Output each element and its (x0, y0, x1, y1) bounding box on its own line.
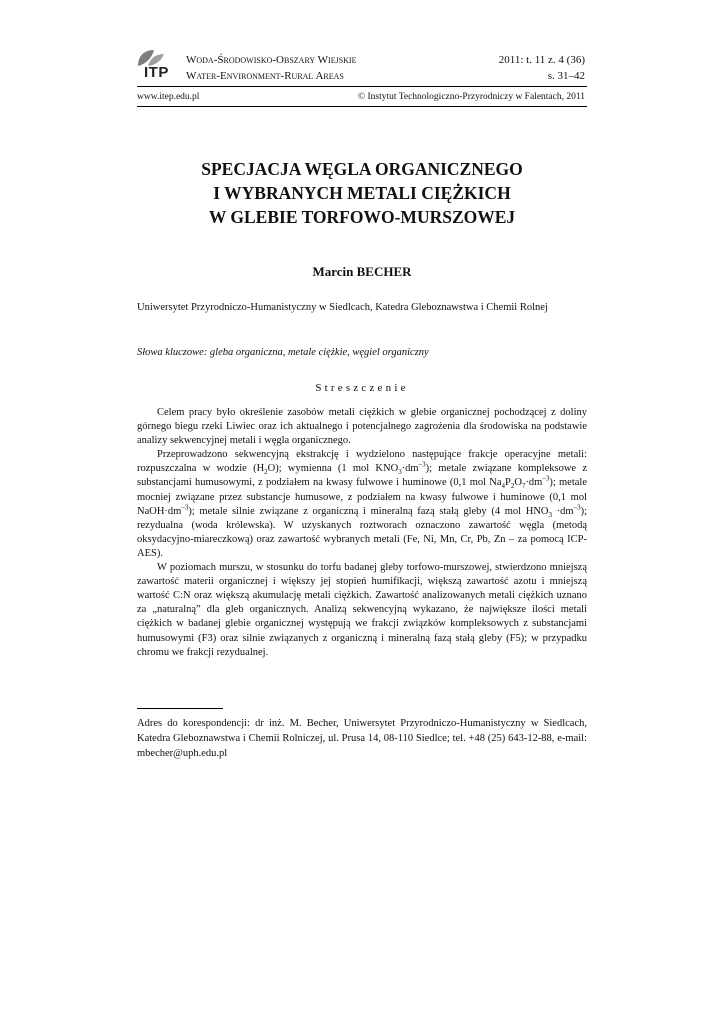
journal-title-en: Water-Environment-Rural Areas (186, 70, 344, 82)
header-rule (137, 86, 587, 87)
title-line: I WYBRANYCH METALI CIĘŻKICH (213, 183, 511, 203)
website-link[interactable]: www.itep.edu.pl (137, 92, 200, 102)
logo-text: ITP (144, 64, 169, 81)
itp-logo (134, 48, 180, 82)
section-heading: Streszczenie (315, 382, 409, 394)
abstract-paragraph: W poziomach murszu, w stosunku do torfu badanej gleby torfowo-murszowej, stwierdzono mniejszą zawartość materii organicznej i większy jej stopień humifikacji, większą zawartość azotu i mniejszą wartość C:N oraz większą akumulację metali ciężkich. Zawartość analizowanych metali ciężkich uznano za „naturalną” dla gleb organicznych. Analizą sekwencyjną wykazano, że największe ilości metali ciężkich w badanej glebie organicznej występują we frakcji związków kompleksowych z substancjami humusowymi (F3) oraz silnie związanych z organiczną i mineralną fazą stałą gleby (F5); w przypadku chromu we frakcji rezydualnej. (137, 562, 587, 658)
header-rule-bottom (137, 106, 587, 107)
footnote-rule (137, 708, 223, 709)
title-line: SPECJACJA WĘGLA ORGANICZNEGO (201, 159, 523, 179)
journal-volume: 2011: t. 11 z. 4 (36) (498, 54, 585, 66)
abstract-paragraph: Celem pracy było określenie zasobów metali ciężkich w glebie organicznej pochodzącej z doliny górnego biegu rzeki Liwiec oraz ich aktualnego i potencjalnego zagrożenia dla środowiska na podstawie analizy sekwencyjnej metali i węgla organicznego. (137, 407, 587, 447)
title-line: W GLEBIE TORFOWO-MURSZOWEJ (208, 207, 516, 227)
journal-title-pl: Woda-Środowisko-Obszary Wiejskie (186, 54, 357, 66)
correspondence-footnote: Adres do korespondencji: dr inż. M. Becher, Uniwersytet Przyrodniczo-Humanistyczny w Siedlcach, Katedra Gleboznawstwa i Chemii Rolniczej, ul. Prusa 14, 08-110 Siedlce; tel. +48 (25) 643-12-88, e-mail: mbecher@uph.edu.pl (137, 718, 587, 759)
copyright: © Instytut Technologiczno-Przyrodniczy w Falentach, 2011 (357, 92, 585, 102)
abstract (137, 406, 587, 660)
author-name: Marcin BECHER (312, 264, 412, 279)
keywords: Słowa kluczowe: gleba organiczna, metale ciężkie, węgiel organiczny (137, 347, 429, 358)
journal-pages: s. 31–42 (547, 70, 585, 82)
article-title (137, 157, 587, 229)
abstract-paragraph: Przeprowadzono sekwencyjną ekstrakcję i wydzielono następujące frakcje operacyjne metali: rozpuszczalna w wodzie $(H_2O)$; wymienna (1 mol $KNO_3\cdot dm^{-3}$); metale związane kompleksowe z substancjami humusowymi, z podziałem na kwasy fulwowe i huminowe (0,1 mol $Na_4P_2O_7\cdot dm^{-3}$); metale mocniej związane przez substancje humusowe, z podziałem na kwasy fulwowe i huminowe (0,1 mol $NaOH\cdot dm^{-3}$); metale silnie związane z organiczną i mineralną fazą stałą gleby (4 mol $HNO_3 \cdot dm^{-3}$); rezydualna (woda królewska). W uzyskanych roztworach oznaczono zawartość węgla (metodą oksydacyjno-miareczkową) oraz zawartość wybranych metali (Fe, Ni, Mn, Cr, Pb, Zn – za pomocą ICP-AES). (137, 449, 588, 559)
affiliation: Uniwersytet Przyrodniczo-Humanistyczny w Siedlcach, Katedra Gleboznawstwa i Chemii Rolnej (137, 302, 548, 313)
